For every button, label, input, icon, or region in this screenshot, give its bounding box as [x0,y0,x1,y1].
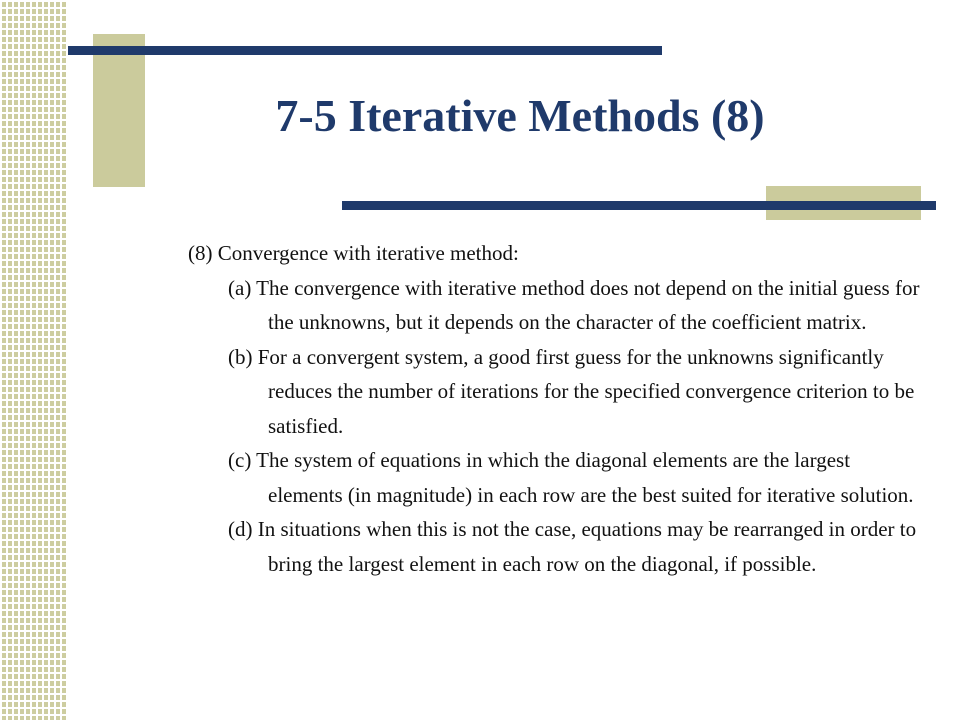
decorative-navy-bar-bottom [342,201,936,210]
left-stripe-pattern [0,0,68,720]
list-item-d: (d) In situations when this is not the case, equations may be rearranged in order to bring the largest element in each row on the diagonal, if possible. [228,517,917,576]
slide-body [188,236,928,581]
list-item-c: (c) The system of equations in which the diagonal elements are the largest elements (in magnitude) in each row are the best suited for iterative solution. [228,448,914,507]
decorative-navy-bar-top [68,46,662,55]
slide-title: 7-5 Iterative Methods (8) [275,90,765,141]
section-heading: (8) Convergence with iterative method: [188,241,519,265]
list-item-a: (a) The convergence with iterative method does not depend on the initial guess for the unknowns, but it depends on the character of the coefficient matrix. [228,275,920,334]
list-item-b: (b) For a convergent system, a good first guess for the unknowns significantly reduces the number of iterations for the specified convergence criterion to be satisfied. [228,344,915,438]
